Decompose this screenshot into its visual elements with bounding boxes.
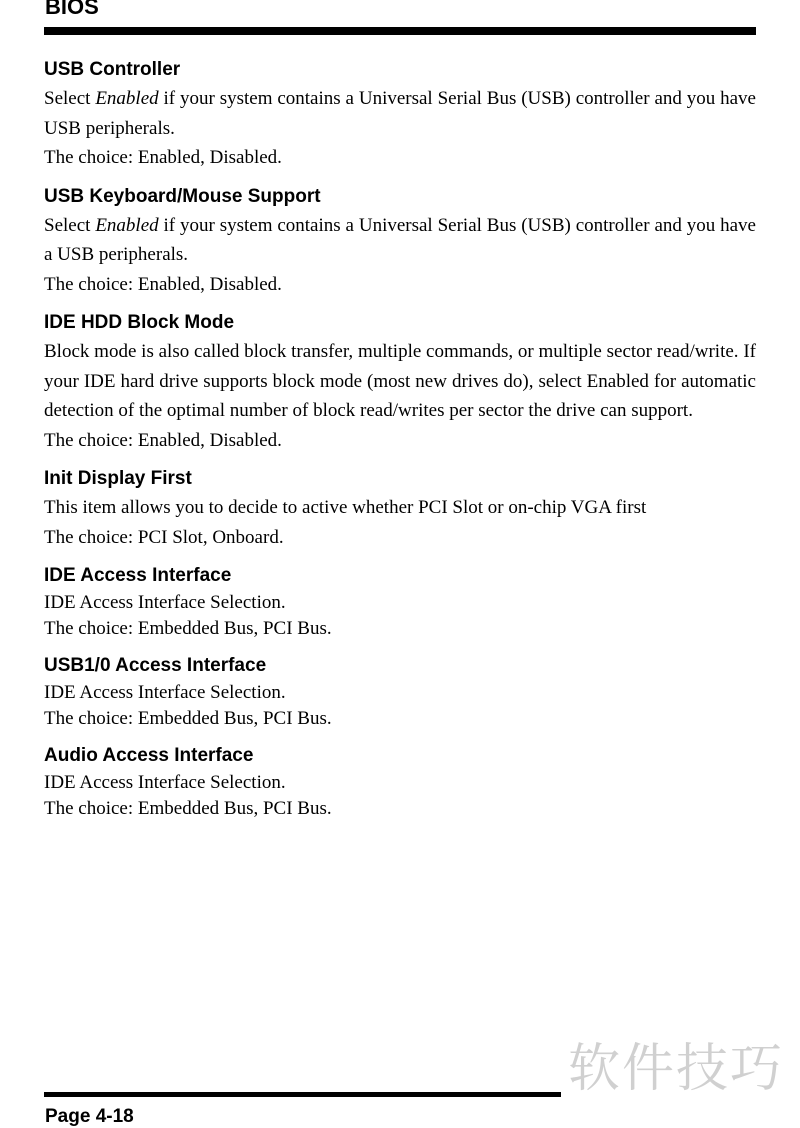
section-usb-access-interface [44, 652, 756, 732]
body-text: if your system contains a Universal Serial Bus (USB) controller and you have a USB peripherals. [44, 214, 756, 265]
footer-rule [44, 1092, 561, 1097]
section-heading: USB Keyboard/Mouse Support [44, 185, 321, 207]
section-body [44, 84, 756, 143]
section-heading: Audio Access Interface [44, 745, 254, 766]
section-usb-controller [44, 56, 756, 173]
body-text: Select [44, 214, 96, 236]
watermark: 软件技巧 [568, 1039, 785, 1099]
section-body: This item allows you to decide to active whether PCI Slot or on-chip VGA first [44, 497, 647, 518]
header-rule [44, 27, 756, 35]
section-heading: IDE HDD Block Mode [44, 312, 235, 333]
section-init-display-first [44, 465, 756, 552]
section-ide-hdd-block-mode [44, 309, 756, 455]
section-body: IDE Access Interface Selection. [44, 682, 286, 703]
section-body: IDE Access Interface Selection. [44, 772, 286, 793]
section-heading: USB1/0 Access Interface [44, 655, 267, 676]
section-usb-keyboard-mouse [44, 183, 756, 300]
section-choice: The choice: Enabled, Disabled. [44, 273, 282, 295]
section-choice: The choice: Enabled, Disabled. [44, 147, 282, 168]
section-body [44, 211, 756, 270]
page-header-title: BIOS [45, 0, 99, 19]
section-heading: IDE Access Interface [44, 565, 232, 586]
section-audio-access-interface [44, 742, 756, 822]
section-choice: The choice: Embedded Bus, PCI Bus. [44, 798, 332, 819]
body-text: if your system contains a Universal Serial Bus (USB) controller and you have USB peripherals. [44, 88, 756, 139]
emphasis-text: Enabled [95, 214, 159, 236]
section-heading: USB Controller [44, 59, 181, 80]
emphasis-text: Enabled [95, 88, 159, 109]
section-choice: The choice: Embedded Bus, PCI Bus. [44, 708, 332, 729]
section-choice: The choice: Embedded Bus, PCI Bus. [44, 618, 332, 639]
section-ide-access-interface [44, 562, 756, 642]
section-choice: The choice: Enabled, Disabled. [44, 429, 282, 451]
body-text: Select [44, 88, 96, 109]
section-body: Block mode is also called block transfer, multiple commands, or multiple sector read/write. If your IDE hard drive supports block mode (most new drives do), select Enabled for automatic detection of the optimal number of block read/writes per sector the drive can support. [44, 341, 756, 421]
page-number: Page 4-18 [45, 1106, 134, 1127]
section-choice: The choice: PCI Slot, Onboard. [44, 526, 284, 548]
document-body [44, 56, 756, 832]
section-heading: Init Display First [44, 468, 192, 489]
section-body: IDE Access Interface Selection. [44, 592, 286, 613]
